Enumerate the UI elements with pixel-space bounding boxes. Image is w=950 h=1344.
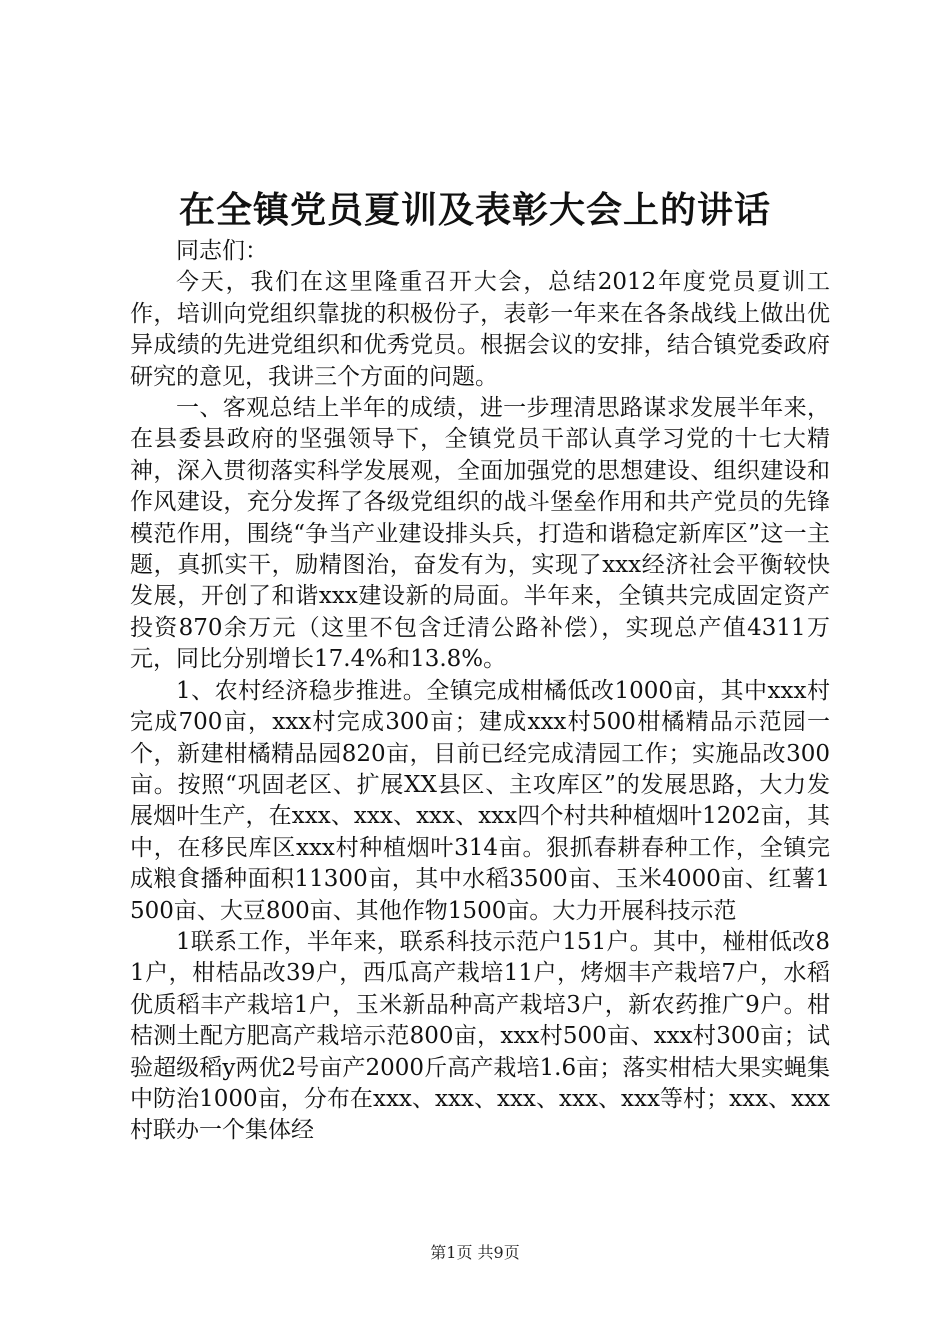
salutation-paragraph: 同志们： <box>176 238 268 264</box>
tech-demo-paragraph: 1联系工作，半年来，联系科技示范户151户。其中，椪柑低改81户，柑桔品改39户，西瓜高产栽培11户，烤烟丰产栽培7户，水稻优质稻丰产栽培1户，玉米新品种高产栽培3户，新农药推广9户。柑桔测土配方肥高产栽培示范800亩，xxx村500亩、xxx村300亩；试验超级稻y两优2号亩产2000斤高产栽培1.6亩；落实柑桔大果实蝇集中防治1000亩，分布在xxx、xxx、xxx、xxx、xxx等村；xxx、xxx村联办一个集体经 <box>130 928 830 1144</box>
intro-paragraph: 今天，我们在这里隆重召开大会，总结2012年度党员夏训工作，培训向党组织靠拢的积极份子，表彰一年来在各条战线上做出优异成绩的先进党组织和优秀党员。根据会议的安排，结合镇党委政府研究的意见，我讲三个方面的问题。 <box>130 269 830 390</box>
rural-economy-paragraph: 1、农村经济稳步推进。全镇完成柑橘低改1000亩，其中xxx村完成700亩，xxx村完成300亩；建成xxx村500柑橘精品示范园一个，新建柑橘精品园820亩，目前已经完成清园工作；实施品改300亩。按照“巩固老区、扩展XX县区、主攻库区”的发展思路，大力发展烟叶生产，在xxx、xxx、xxx、xxx四个村共种植烟叶1202亩，其中，在移民库区xxx村种植烟叶314亩。狠抓春耕春种工作，全镇完成粮食播种面积11300亩，其中水稻3500亩、玉米4000亩、红薯1500亩、大豆800亩、其他作物1500亩。大力开展科技示范 <box>130 677 830 924</box>
document-body <box>130 236 830 1147</box>
section-one-paragraph: 一、客观总结上半年的成绩，进一步理清思路谋求发展半年来，在县委县政府的坚强领导下，全镇党员干部认真学习党的十七大精神，深入贯彻落实科学发展观，全面加强党的思想建设、组织建设和作风建设，充分发挥了各级党组织的战斗堡垒作用和共产党员的先锋模范作用，围绕“争当产业建设排头兵，打造和谐稳定新库区”这一主题，真抓实干，励精图治，奋发有为，实现了xxx经济社会平衡较快发展，开创了和谐xxx建设新的局面。半年来，全镇共完成固定资产投资870余万元（这里不包含迁清公路补偿），实现总产值4311万元，同比分别增长17.4%和13.8%。 <box>130 395 830 673</box>
page-number-footer: 第1页 共9页 <box>430 1243 520 1262</box>
document-title: 在全镇党员夏训及表彰大会上的讲话 <box>178 189 771 231</box>
